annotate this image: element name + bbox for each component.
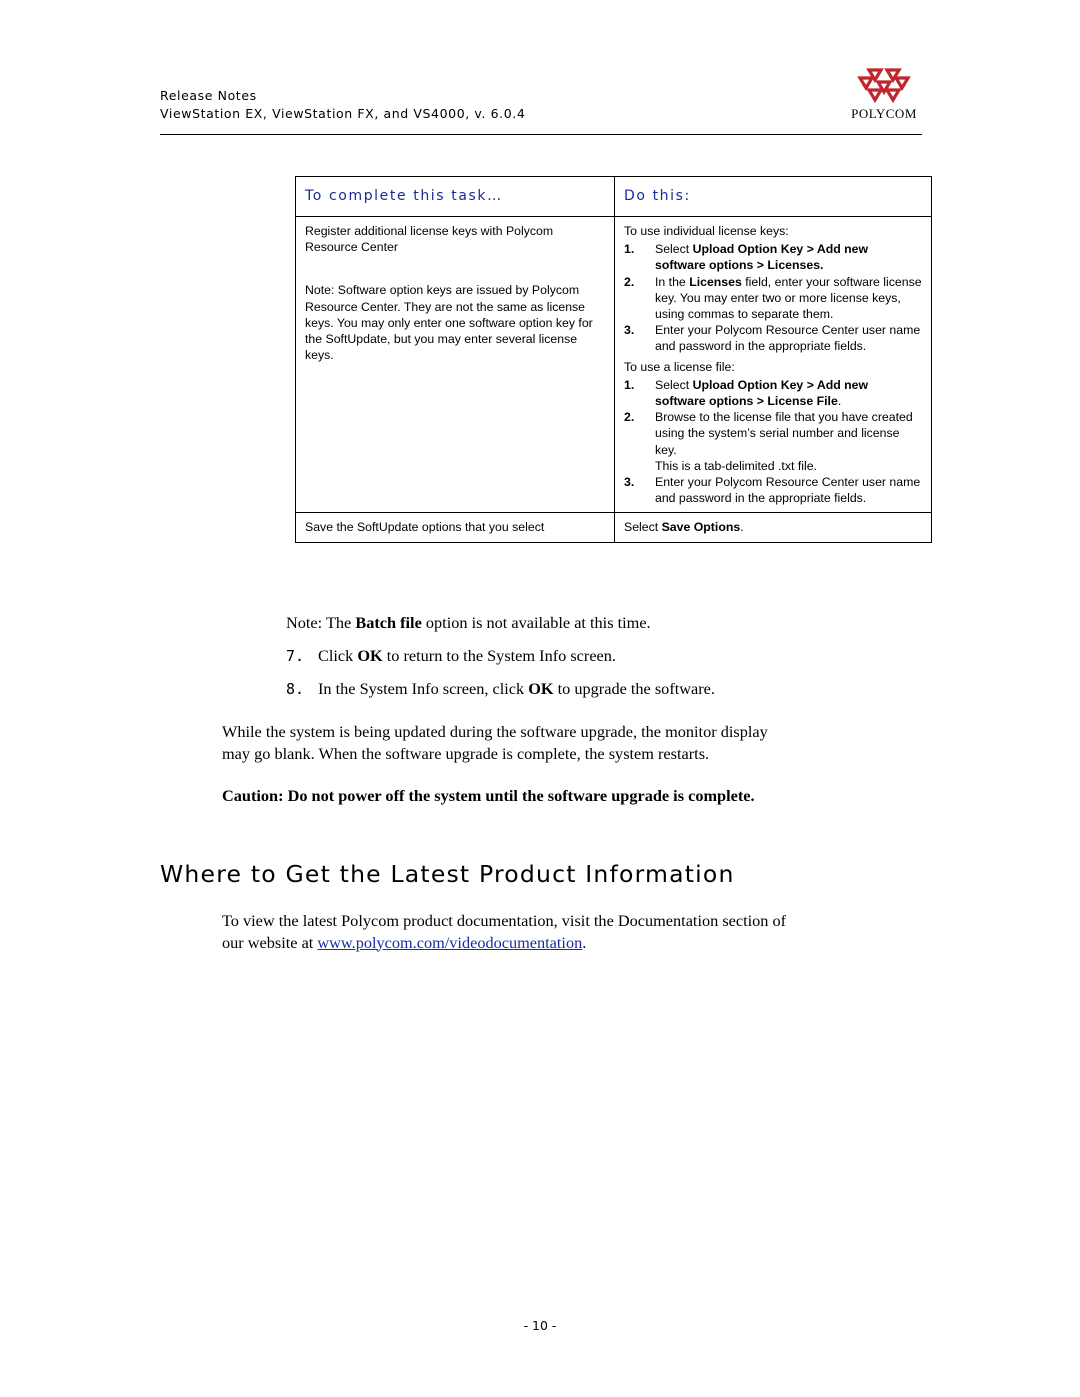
step-number: 7. [286,647,305,665]
polycom-logo [842,66,926,122]
list-item: 3. Enter your Polycom Resource Center user name and password in the appropriate fields. [624,323,921,354]
step-number: 8. [286,680,305,698]
page-number: - 10 - [523,1318,557,1333]
step-7-text: Click OK to return to the System Info screen. [318,646,616,665]
list-item: 3. Enter your Polycom Resource Center user name and password in the appropriate fields. [624,475,921,506]
polycom-triangles-logo-icon [842,66,926,106]
license-keys-steps [624,241,922,354]
intro-license-file: To use a license file: [624,359,735,374]
task-cell [296,217,615,513]
caution-text: Caution: Do not power off the system until the software upgrade is complete. [222,786,755,805]
header-doc-type: Release Notes [160,88,257,103]
list-item: 1. Select Upload Option Key > Add new software options > License File. [624,377,869,409]
documentation-paragraph: To view the latest Polycom product documentation, visit the Documentation section of our website at www.polycom.com/videodocumentation. [222,911,787,952]
license-file-steps [624,377,922,507]
header-do: Do this: [615,177,932,217]
intro-license-keys: To use individual license keys: [624,224,789,238]
header-product-line: ViewStation EX, ViewStation FX, and VS4000, v. 6.0.4 [160,106,526,121]
step-8-text: In the System Info screen, click OK to upgrade the software. [318,679,715,698]
table-row [296,513,932,542]
do-cell: Select Save Options. [615,513,932,542]
header-rule [160,134,922,135]
logo-wordmark: POLYCOM [851,106,917,121]
task-table [295,176,932,543]
task-description: Register additional license keys with Polycom Resource Center [305,224,554,255]
documentation-link[interactable]: www.polycom.com/videodocumentation [317,932,583,952]
header-task: To complete this task… [296,177,615,217]
list-item: 1. Select Upload Option Key > Add new software options > Licenses. [624,242,869,273]
list-item: 2. In the Licenses field, enter your software license key. You may enter two or more license keys, using commas to separate them. [624,274,922,322]
upgrade-paragraph: While the system is being updated during the software upgrade, the monitor display may go blank. When the software upgrade is complete, the system restarts. [222,722,768,763]
task-note: Note: Software option keys are issued by Polycom Resource Center. They are not the same as license keys. You may only enter one software option key for the SoftUpdate, but you may enter several license keys. [305,283,593,363]
table-row [296,217,932,513]
section-heading: Where to Get the Latest Product Information [160,860,735,888]
task-cell: Save the SoftUpdate options that you select [296,513,615,542]
document-header [160,87,525,123]
table-header-row [296,177,932,217]
list-item: 2. Browse to the license file that you have created using the system’s serial number and license key. This is a tab-delimited .txt file. [624,410,913,473]
do-cell [615,217,932,513]
batch-file-note: Note: The Batch file option is not available at this time. [286,613,651,632]
